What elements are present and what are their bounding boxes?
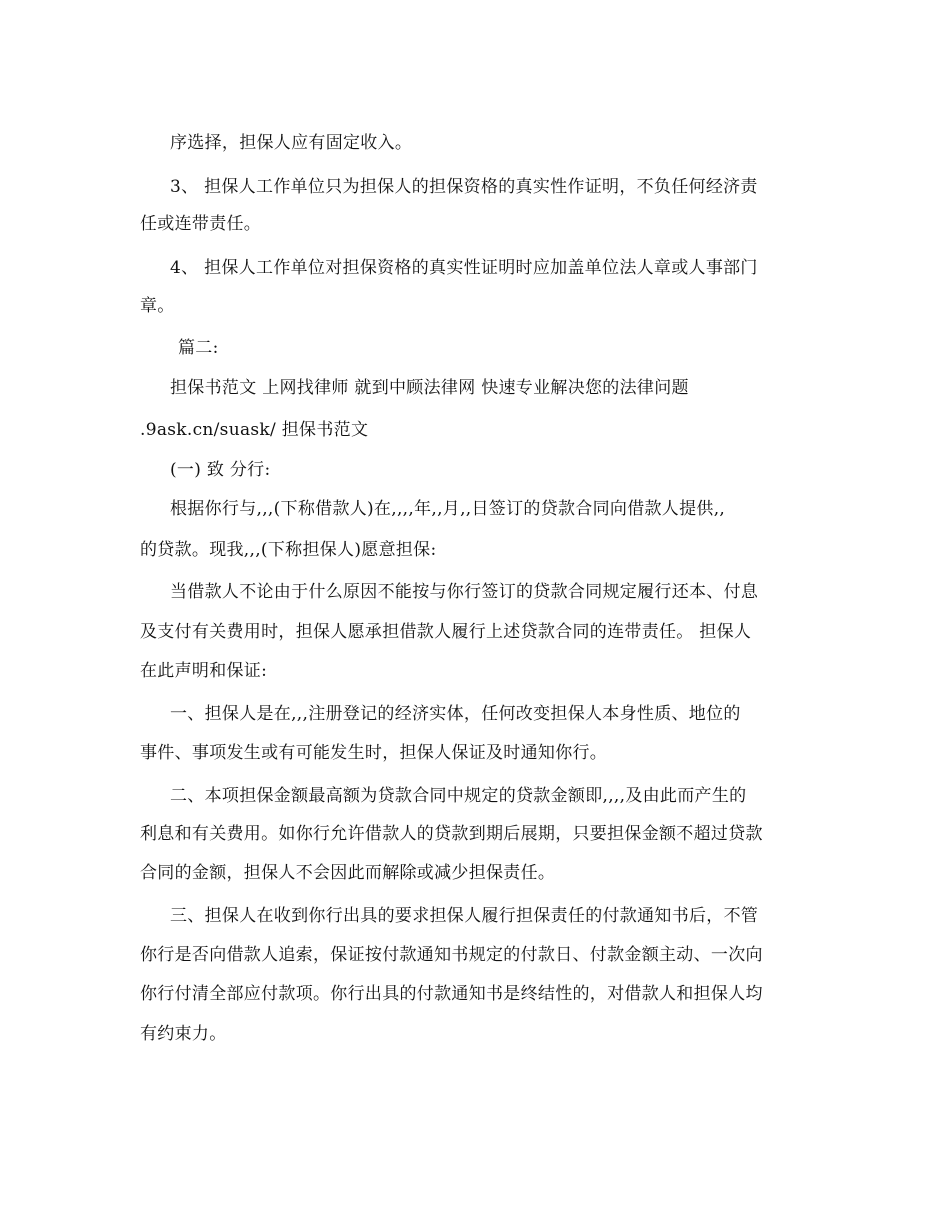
paragraph-line: 你行付清全部应付款项。你行出具的付款通知书是终结性的，对借款人和担保人均: [140, 984, 763, 1004]
paragraph-line: 的贷款。现我,,,(下称担保人)愿意担保:: [140, 540, 437, 560]
paragraph-line: 合同的金额，担保人不会因此而解除或减少担保责任。: [140, 863, 556, 883]
paragraph-line: 利息和有关费用。如你行允许借款人的贷款到期后展期，只要担保金额不超过贷款: [140, 824, 763, 844]
section-heading: 篇二:: [178, 338, 219, 358]
paragraph-line: 3、 担保人工作单位只为担保人的担保资格的真实性作证明，不负任何经济责: [170, 177, 758, 197]
paragraph-line: 一、担保人是在,,,注册登记的经济实体，任何改变担保人本身性质、地位的: [170, 704, 741, 724]
paragraph-line: 当借款人不论由于什么原因不能按与你行签订的贷款合同规定履行还本、付息: [170, 582, 759, 602]
paragraph-line: 任或连带责任。: [140, 214, 262, 234]
paragraph-line: 担保书范文 上网找律师 就到中顾法律网 快速专业解决您的法律问题: [170, 378, 689, 398]
paragraph-line: (一) 致 分行:: [170, 460, 271, 480]
paragraph-line: 有约束力。: [140, 1024, 227, 1044]
paragraph-line: 事件、事项发生或有可能发生时，担保人保证及时通知你行。: [140, 743, 608, 763]
paragraph-line: 你行是否向借款人追索，保证按付款通知书规定的付款日、付款金额主动、一次向: [140, 945, 763, 965]
paragraph-line: 及支付有关费用时，担保人愿承担借款人履行上述贷款合同的连带责任。 担保人: [140, 622, 752, 642]
url-line: .9ask.cn/suask/ 担保书范文: [140, 420, 369, 440]
paragraph-line: 章。: [140, 296, 175, 316]
paragraph-line: 4、 担保人工作单位对担保资格的真实性证明时应加盖单位法人章或人事部门: [170, 258, 758, 278]
paragraph-line: 在此声明和保证:: [140, 661, 268, 681]
paragraph-line: 根据你行与,,,(下称借款人)在,,,,年,,月,,日签订的贷款合同向借款人提供,,: [170, 499, 726, 519]
paragraph-line: 二、本项担保金额最高额为贷款合同中规定的贷款金额即,,,,及由此而产生的: [170, 786, 747, 806]
paragraph-line: 三、担保人在收到你行出具的要求担保人履行担保责任的付款通知书后，不管: [170, 906, 759, 926]
paragraph-line: 序选择，担保人应有固定收入。: [170, 133, 413, 153]
